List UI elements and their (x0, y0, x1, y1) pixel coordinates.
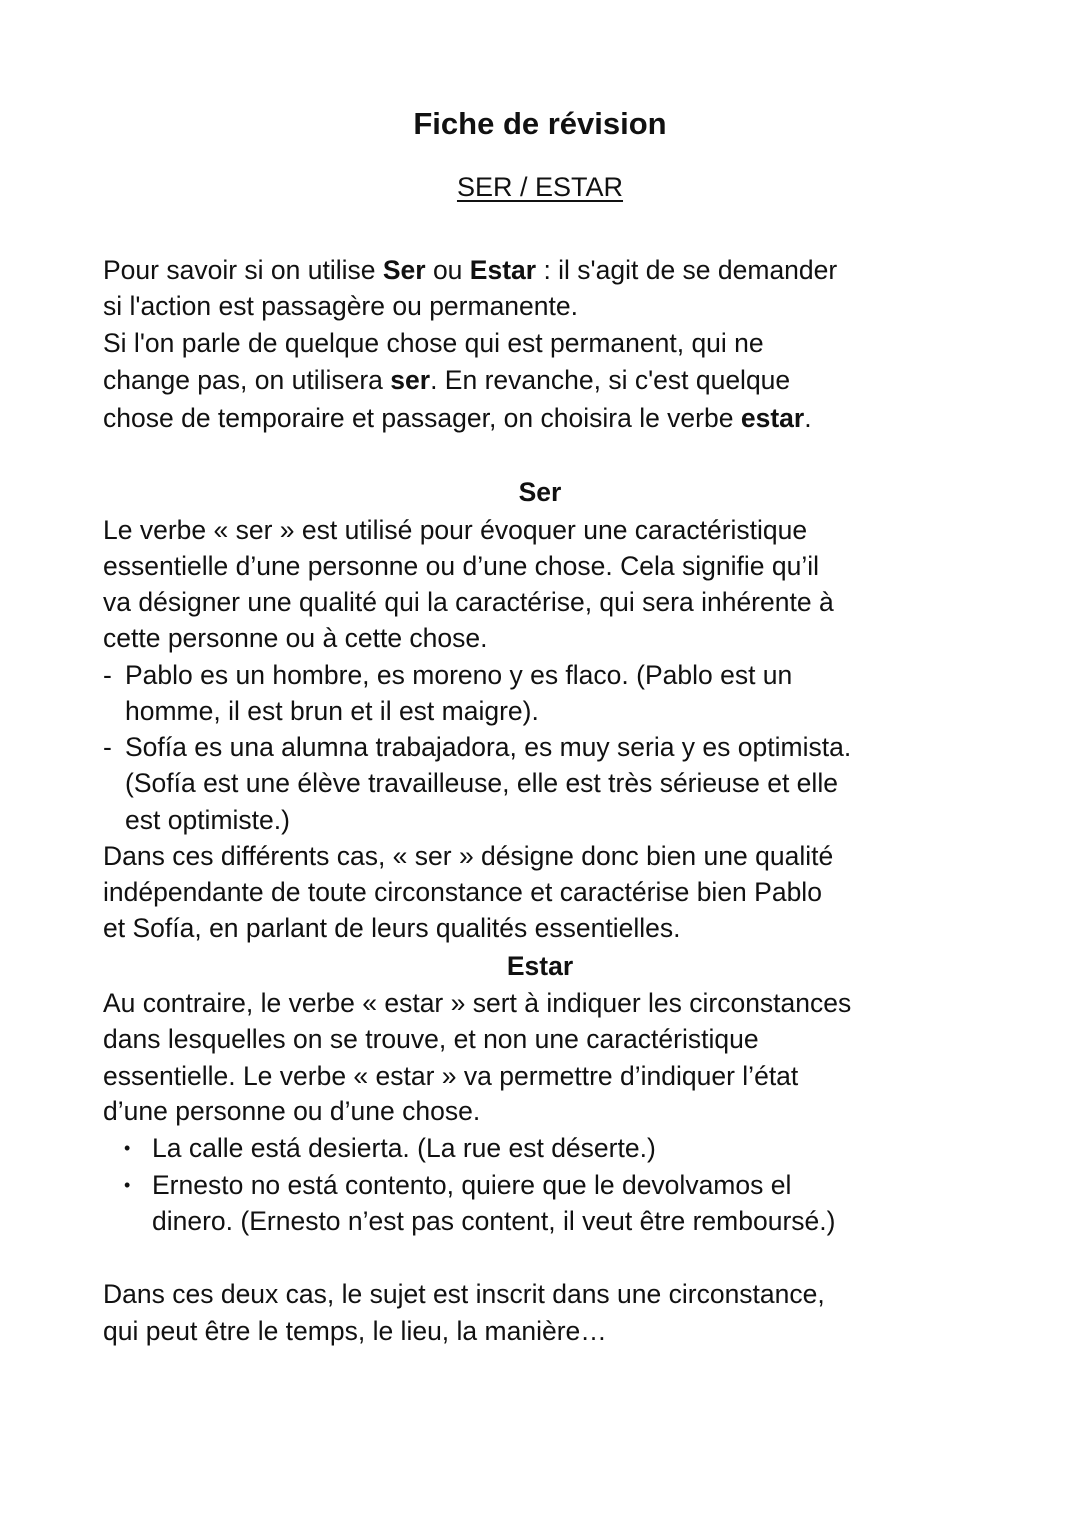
intro-line: change pas, on utilisera ser. En revanche, si c'est quelque (103, 365, 791, 395)
dash-marker: - (103, 660, 112, 690)
dash-marker: - (103, 732, 112, 762)
estar-example: dinero. (Ernesto n’est pas content, il veut être remboursé.) (152, 1206, 836, 1236)
intro-line: si l'action est passagère ou permanente. (103, 291, 578, 321)
estar-line: dans lesquelles on se trouve, et non une caractéristique (103, 1024, 759, 1054)
intro-line: Pour savoir si on utilise Ser ou Estar : il s'agit de se demander (103, 255, 838, 285)
final-line: Dans ces deux cas, le sujet est inscrit dans une circonstance, (103, 1279, 825, 1309)
ser-example: est optimiste.) (125, 805, 290, 835)
estar-example: La calle está desierta. (La rue est déserte.) (152, 1133, 656, 1163)
bullet-marker: • (124, 1175, 131, 1195)
ser-conclusion: indépendante de toute circonstance et caractérise bien Pablo (103, 877, 822, 907)
subtitle-text: SER / ESTAR (456, 172, 624, 202)
ser-line: essentielle d’une personne ou d’une chose. Cela signifie qu’il (103, 551, 819, 581)
ser-example: Sofía es una alumna trabajadora, es muy seria y es optimista. (125, 732, 852, 762)
estar-line: Au contraire, le verbe « estar » sert à indiquer les circonstances (103, 988, 852, 1018)
ser-conclusion: et Sofía, en parlant de leurs qualités essentielles. (103, 913, 681, 943)
estar-line: essentielle. Le verbe « estar » va permettre d’indiquer l’état (103, 1061, 799, 1091)
final-line: qui peut être le temps, le lieu, la manière… (103, 1316, 607, 1346)
estar-line: d’une personne ou d’une chose. (103, 1096, 481, 1126)
subtitle (0, 172, 1080, 203)
ser-line: cette personne ou à cette chose. (103, 623, 488, 653)
section-heading-estar: Estar (506, 951, 574, 981)
ser-line: Le verbe « ser » est utilisé pour évoquer une caractéristique (103, 515, 808, 545)
bullet-marker: • (124, 1138, 131, 1158)
ser-example: homme, il est brun et il est maigre). (125, 696, 539, 726)
ser-line: va désigner une qualité qui la caractérise, qui sera inhérente à (103, 587, 834, 617)
estar-example: Ernesto no está contento, quiere que le devolvamos el (152, 1170, 792, 1200)
ser-conclusion: Dans ces différents cas, « ser » désigne donc bien une qualité (103, 841, 834, 871)
section-heading-ser: Ser (518, 477, 562, 507)
ser-example: Pablo es un hombre, es moreno y es flaco. (Pablo est un (125, 660, 793, 690)
intro-line: chose de temporaire et passager, on choisira le verbe estar. (103, 403, 812, 433)
ser-example: (Sofía est une élève travailleuse, elle est très sérieuse et elle (125, 768, 838, 798)
page-title: Fiche de révision (413, 106, 667, 141)
intro-line: Si l'on parle de quelque chose qui est permanent, qui ne (103, 328, 764, 358)
